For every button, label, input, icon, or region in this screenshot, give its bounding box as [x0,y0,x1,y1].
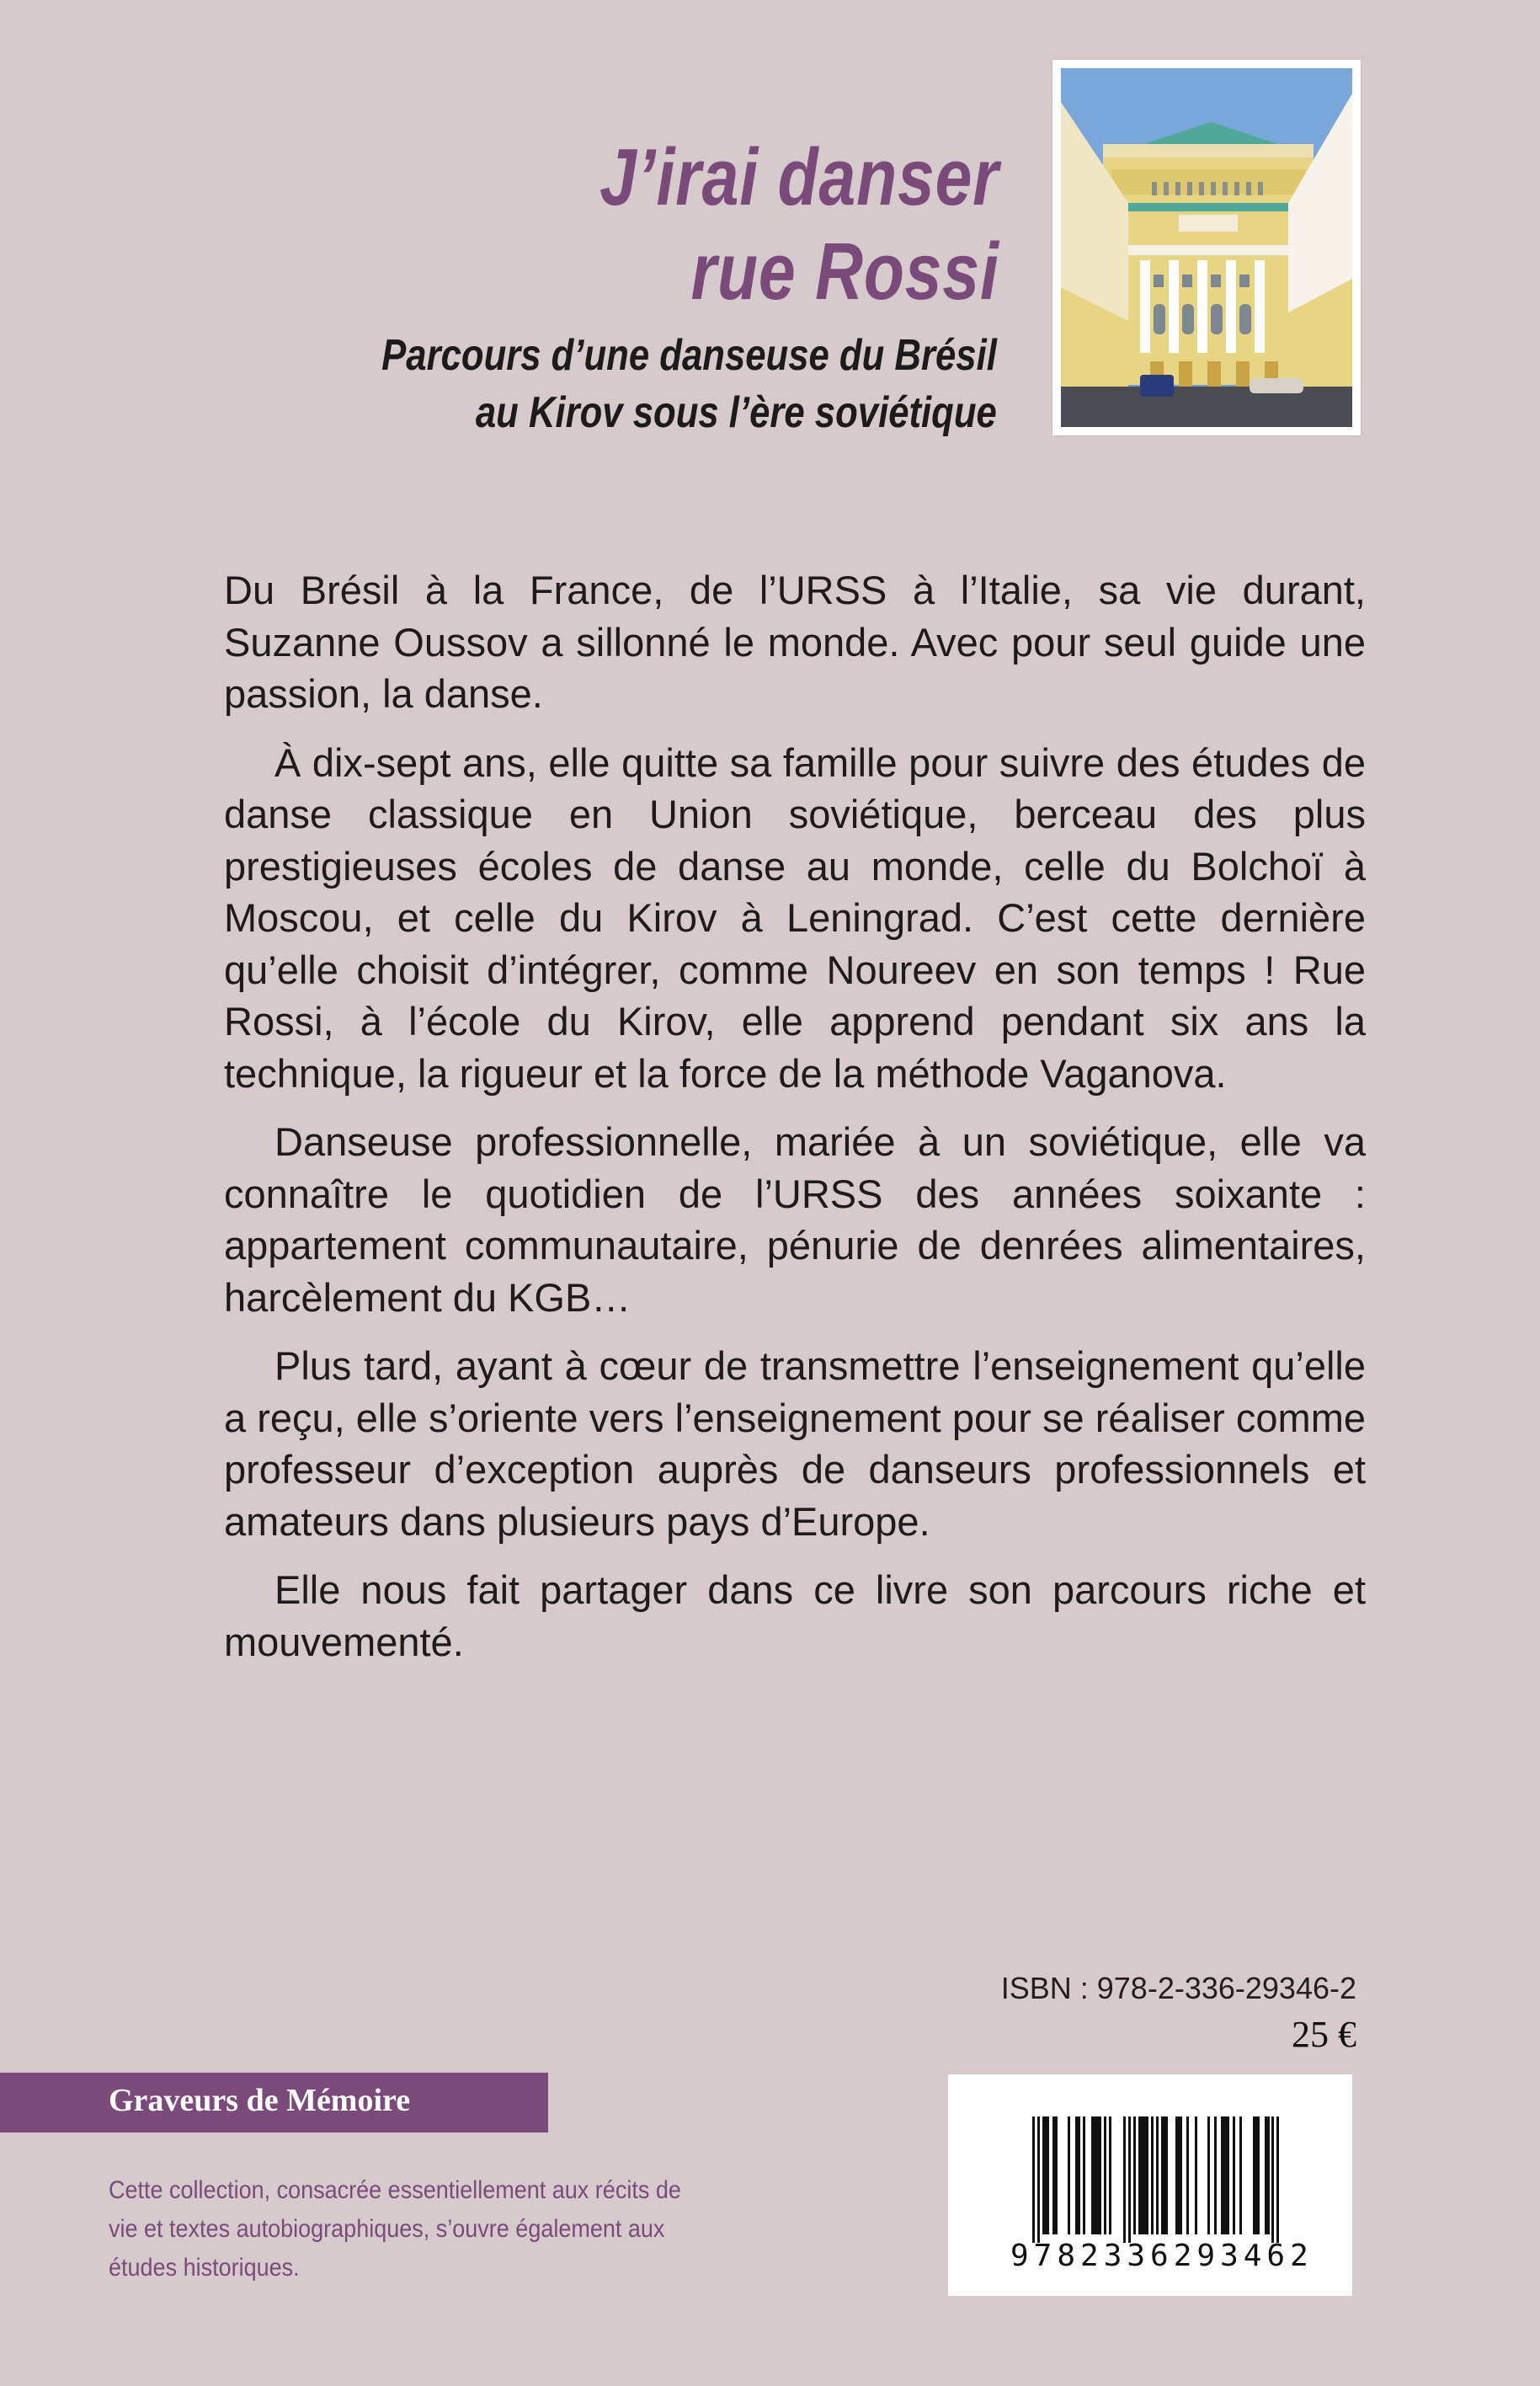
isbn-label: ISBN : 978-2-336-29346-2 [1000,1971,1356,2005]
blurb-paragraph: À dix-sept ans, elle quitte sa famille pour suivre des études de danse classique en Union soviétique, berceau des plus prestigieuses écoles de danse au monde, celle du Bolchoï à Moscou, et celle du Kirov à Leningrad. C’est cette dernière qu’elle choisit d’intégrer, comme Noureev en son temps ! Rue Rossi, à l’école du Kirov, elle apprend pendant six ans la technique, la rigueur et la force de la méthode Vaganova. [224,739,1366,1096]
blurb-paragraph: Plus tard, ayant à cœur de transmettre l’enseignement qu’elle a reçu, elle s’oriente vers l’enseignement pour se réaliser comme professeur d’exception auprès de danseurs professionnels et amateurs dans plusieurs pays d’Europe. [224,1343,1366,1544]
blurb-paragraph: Danseuse professionnelle, mariée à un soviétique, elle va connaître le quotidien de l’URSS des années soixante : appartement communautaire, pénurie de denrées alimentaires, harcèlement du KGB… [224,1119,1366,1320]
barcode [948,2074,1352,2296]
blurb-paragraph: Du Brésil à la France, de l’URSS à l’Italie, sa vie durant, Suzanne Oussov a sillonné le monde. Avec pour seul guide une passion, la danse. [224,568,1366,716]
collection-description: Cette collection, consacrée essentiellement aux récits de vie et textes autobiographiques, s’ouvre également aux études historiques. [109,2176,681,2282]
book-title [600,131,999,319]
subtitle-line-1: Parcours d’une danseuse du Brésil [381,331,997,380]
theatre-photo [1061,68,1352,427]
title-line-2: rue Rossi [690,227,999,317]
back-cover-blurb [224,564,1366,1684]
blurb-paragraph: Elle nous fait partager dans ce livre son parcours riche et mouvementé. [224,1567,1366,1664]
barcode-digits: 9782336293462 [1010,2239,1314,2273]
book-subtitle [381,327,997,441]
collection-name: Graveurs de Mémoire [109,2083,411,2118]
collection-banner [0,2073,548,2132]
title-line-1: J’irai danser [599,132,999,222]
cover-photo-frame [1052,60,1361,435]
subtitle-line-2: au Kirov sous l’ère soviétique [475,388,997,437]
price-label: 25 € [1292,2014,1356,2055]
